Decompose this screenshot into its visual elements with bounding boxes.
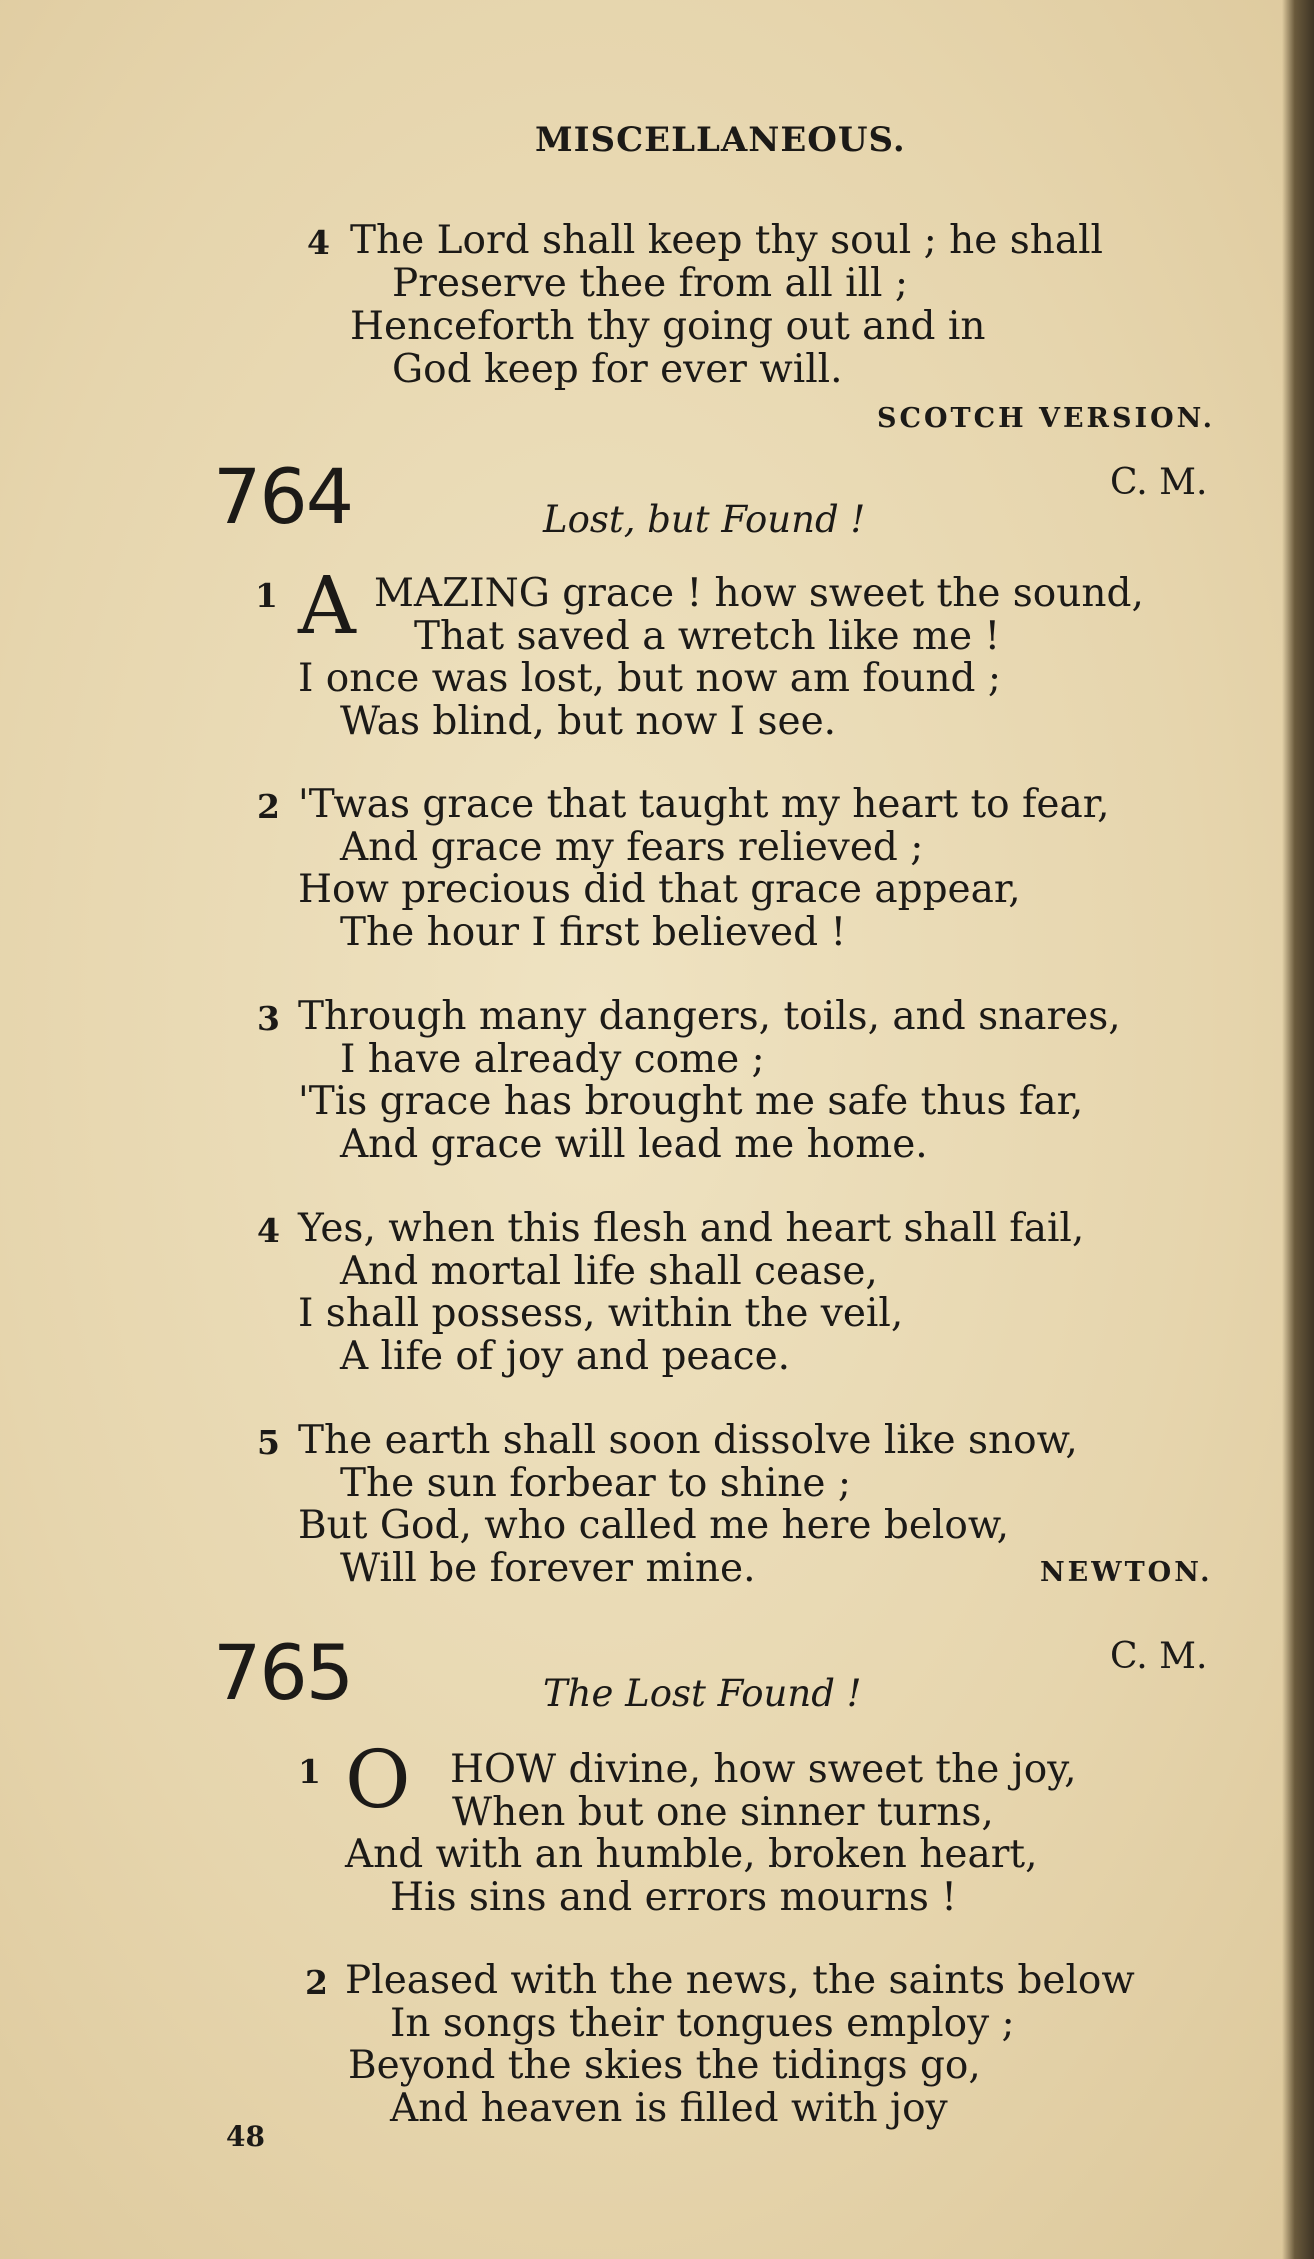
verse-line: The earth shall soon dissolve like snow, <box>298 1418 1078 1463</box>
verse-line: In songs their tongues employ ; <box>390 2001 1015 2046</box>
verse-line: And heaven is filled with joy <box>390 2086 948 2131</box>
hymn-number: 765 <box>213 1628 353 1717</box>
attribution: SCOTCH VERSION. <box>877 403 1215 434</box>
verse-line: 'Tis grace has brought me safe thus far, <box>298 1079 1084 1124</box>
verse-line: Preserve thee from all ill ; <box>392 261 909 306</box>
stanza-number: 4 <box>307 223 330 262</box>
stanza-number: 2 <box>257 787 280 826</box>
verse-line: And mortal life shall cease, <box>340 1249 878 1294</box>
verse-line: 'Twas grace that taught my heart to fear, <box>298 782 1110 827</box>
drop-cap: A <box>298 559 356 652</box>
verse-line: Was blind, but now I see. <box>340 699 837 744</box>
verse-line: How precious did that grace appear, <box>298 867 1021 912</box>
verse-line: Beyond the skies the tidings go, <box>348 2043 981 2088</box>
verse-line: I have already come ; <box>340 1037 765 1082</box>
verse-line: The sun forbear to shine ; <box>340 1461 852 1506</box>
verse-line: Pleased with the news, the saints below <box>345 1958 1135 2003</box>
stanza-number: 1 <box>255 576 278 615</box>
running-header: MISCELLANEOUS. <box>535 120 906 160</box>
page-edge <box>1282 0 1314 2259</box>
page-number: 48 <box>226 2120 265 2153</box>
verse-line: I shall possess, within the veil, <box>298 1291 904 1336</box>
verse-line: HOW divine, how sweet the joy, <box>450 1747 1077 1792</box>
verse-line: And grace will lead me home. <box>340 1122 928 1167</box>
verse-line: Through many dangers, toils, and snares, <box>298 994 1121 1039</box>
stanza-number: 5 <box>257 1423 280 1462</box>
hymn-meter: C. M. <box>1110 462 1208 503</box>
verse-line: The Lord shall keep thy soul ; he shall <box>350 218 1104 263</box>
hymn-title: The Lost Found ! <box>543 1672 862 1715</box>
verse-line: But God, who called me here below, <box>298 1503 1010 1548</box>
verse-line: Henceforth thy going out and in <box>350 304 986 349</box>
verse-line: And with an humble, broken heart, <box>345 1832 1038 1877</box>
verse-line: MAZING grace ! how sweet the sound, <box>374 571 1144 616</box>
hymn-title: Lost, but Found ! <box>543 498 866 541</box>
verse-line: His sins and errors mourns ! <box>390 1875 957 1920</box>
verse-line: And grace my fears relieved ; <box>340 825 924 870</box>
hymn-meter: C. M. <box>1110 1636 1208 1677</box>
stanza-number: 2 <box>305 1963 328 2002</box>
verse-line: When but one sinner turns, <box>452 1790 994 1835</box>
verse-line: A life of joy and peace. <box>340 1334 791 1379</box>
drop-cap: O <box>345 1733 411 1826</box>
attribution: NEWTON. <box>1040 1557 1213 1588</box>
stanza-number: 1 <box>298 1752 321 1791</box>
verse-line: The hour I first believed ! <box>340 910 847 955</box>
verse-line: Yes, when this flesh and heart shall fail, <box>298 1206 1085 1251</box>
verse-line: God keep for ever will. <box>392 347 843 392</box>
verse-line: That saved a wretch like me ! <box>414 614 1001 659</box>
hymn-number: 764 <box>213 452 353 541</box>
verse-line: Will be forever mine. <box>340 1546 756 1591</box>
stanza-number: 4 <box>257 1211 280 1250</box>
verse-line: I once was lost, but now am found ; <box>298 656 1002 701</box>
stanza-number: 3 <box>257 999 280 1038</box>
